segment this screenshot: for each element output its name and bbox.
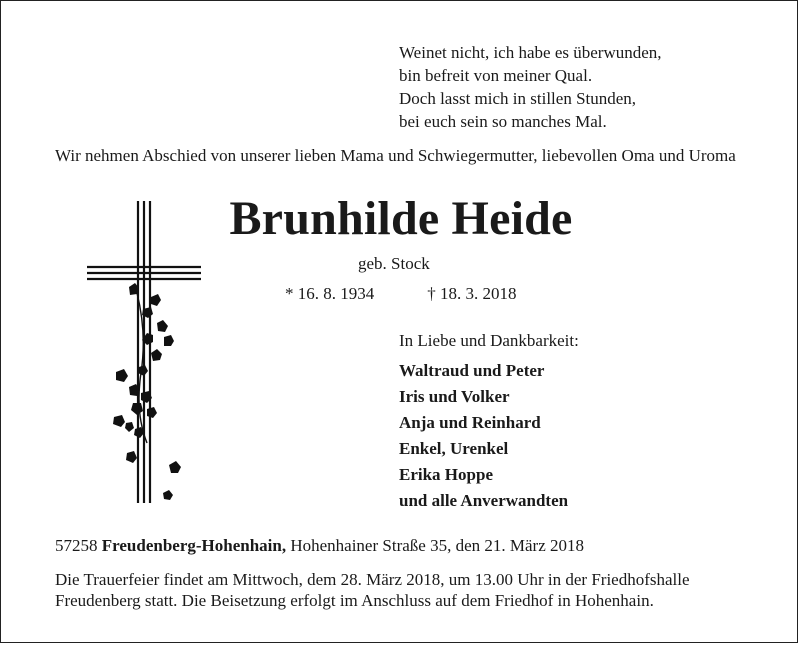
poem-line: bei euch sein so manches Mal. — [399, 112, 607, 131]
death-date: † 18. 3. 2018 — [427, 284, 517, 303]
birth-name: geb. Stock — [358, 254, 430, 273]
mourner-name: Anja und Reinhard — [399, 413, 541, 432]
poem-line: Weinet nicht, ich habe es überwunden, — [399, 43, 662, 62]
town: Freudenberg-Hohenhain, — [101, 536, 287, 555]
life-dates — [285, 284, 517, 304]
intro-text: Wir nehmen Abschied von unserer lieben Mama und Schwiegermutter, liebevollen Oma und Uroma — [55, 146, 736, 165]
poem — [399, 41, 662, 133]
mourner-name: Enkel, Urenkel — [399, 439, 509, 458]
postal-code: 57258 — [55, 536, 98, 555]
poem-line: bin befreit von meiner Qual. — [399, 66, 593, 85]
mourner-name: Waltraud und Peter — [399, 361, 545, 380]
birth-date: * 16. 8. 1934 — [285, 284, 375, 303]
mourner-name: und alle Anverwandten — [399, 491, 569, 510]
address-line — [55, 536, 584, 556]
mourners-list — [399, 358, 568, 514]
mourner-name: Iris und Volker — [399, 387, 510, 406]
mourner-name: Erika Hoppe — [399, 465, 493, 484]
street-and-date: Hohenhainer Straße 35, den 21. März 2018 — [290, 536, 584, 555]
poem-line: Doch lasst mich in stillen Stunden, — [399, 89, 637, 108]
deceased-name: Brunhilde Heide — [229, 192, 573, 245]
mourners-heading: In Liebe und Dankbarkeit: — [399, 331, 579, 350]
service-notice: Die Trauerfeier findet am Mittwoch, dem 28. März 2018, um 13.00 Uhr in der Friedhofshalle Freudenberg statt. Die Beisetzung erfolgt im Anschluss auf dem Friedhof in Hohenhain. — [55, 570, 690, 610]
